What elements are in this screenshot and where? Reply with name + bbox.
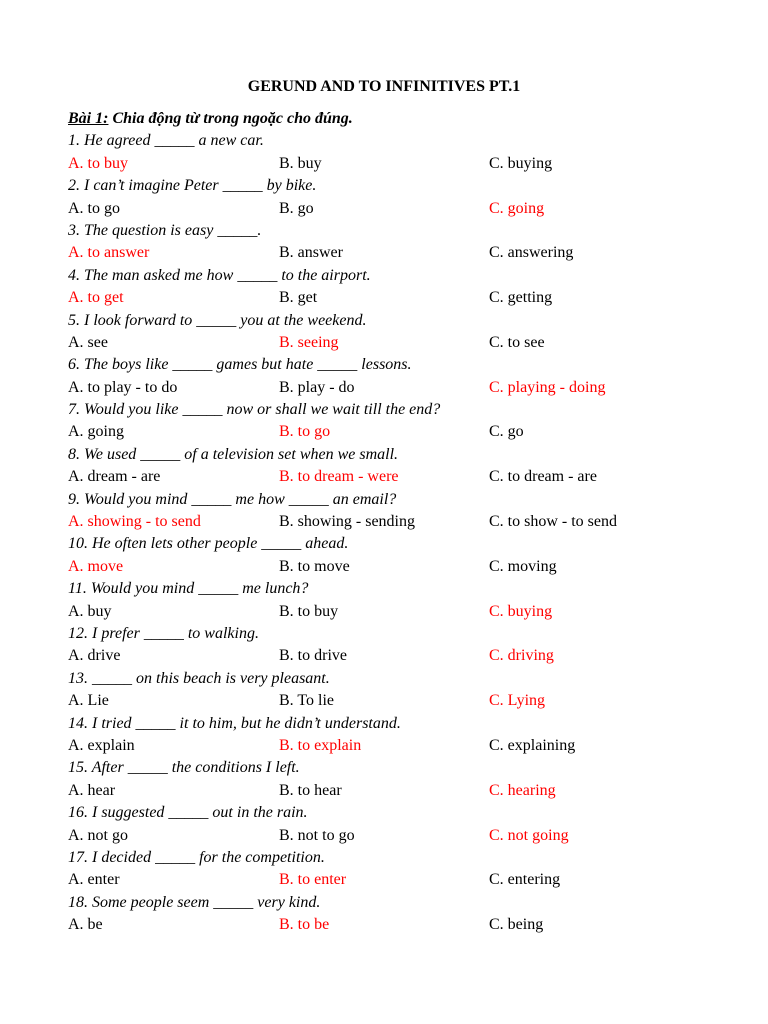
answer-option-a: A. to buy — [68, 154, 128, 172]
question-text: 9. Would you mind _____ me how _____ an email? — [68, 490, 397, 508]
answer-option-c: C. Lying — [489, 692, 546, 710]
answer-option-a: A. not go — [68, 826, 128, 844]
answer-option-b: B. to go — [279, 423, 331, 441]
answer-option-c: C. hearing — [489, 781, 556, 799]
answer-option-c: C. driving — [489, 647, 554, 665]
question-text: 4. The man asked me how _____ to the airport. — [68, 266, 371, 284]
answer-options-row — [68, 377, 748, 399]
answer-options-row — [68, 242, 748, 264]
answer-option-c: C. being — [489, 916, 544, 934]
answer-option-a: A. explain — [68, 736, 135, 754]
question-text: 18. Some people seem _____ very kind. — [68, 893, 321, 911]
answer-option-c: C. getting — [489, 289, 553, 307]
answer-option-a: A. to answer — [68, 244, 150, 262]
answer-option-c: C. going — [489, 199, 545, 217]
answer-option-a: A. buy — [68, 602, 112, 620]
question-text: 17. I decided _____ for the competition. — [68, 848, 325, 866]
answer-option-a: A. dream - are — [68, 468, 161, 486]
answer-option-c: C. not going — [489, 826, 569, 844]
answer-options-row — [68, 421, 748, 443]
answer-option-b: B. to buy — [279, 602, 339, 620]
answer-option-c: C. to dream - are — [489, 468, 597, 486]
answer-options-row — [68, 869, 748, 891]
question-text: 11. Would you mind _____ me lunch? — [68, 580, 309, 598]
answer-option-b: B. not to go — [279, 826, 355, 844]
answer-option-a: A. drive — [68, 647, 121, 665]
question-text: 2. I can’t imagine Peter _____ by bike. — [68, 177, 317, 195]
answer-options-row — [68, 914, 748, 936]
question-text: 13. _____ on this beach is very pleasant. — [68, 669, 330, 687]
answer-options-row — [68, 556, 748, 578]
answer-options-row — [68, 825, 748, 847]
answer-option-b: B. get — [279, 289, 318, 307]
answer-options-row — [68, 780, 748, 802]
answer-option-b: B. to move — [279, 557, 350, 575]
answer-options-row — [68, 735, 748, 757]
question-text: 5. I look forward to _____ you at the weekend. — [68, 311, 367, 329]
answer-option-a: A. move — [68, 557, 124, 575]
answer-option-b: B. to hear — [279, 781, 342, 799]
answer-option-b: B. to enter — [279, 871, 347, 889]
instruction-line — [68, 108, 748, 130]
answer-option-c: C. buying — [489, 154, 553, 172]
answer-option-a: A. to play - to do — [68, 378, 178, 396]
answer-option-c: C. go — [489, 423, 524, 441]
answer-option-c: C. explaining — [489, 736, 576, 754]
answer-option-a: A. going — [68, 423, 124, 441]
answer-option-b: B. to explain — [279, 736, 362, 754]
answer-option-a: A. be — [68, 916, 103, 934]
answer-option-c: C. to show - to send — [489, 513, 617, 531]
answer-option-b: B. showing - sending — [279, 513, 415, 531]
answer-option-c: C. entering — [489, 871, 561, 889]
answer-option-a: A. to get — [68, 289, 124, 307]
answer-option-a: A. to go — [68, 199, 120, 217]
question-text: 8. We used _____ of a television set when we small. — [68, 445, 399, 463]
question-text: 12. I prefer _____ to walking. — [68, 624, 259, 642]
question-text: 15. After _____ the conditions I left. — [68, 759, 300, 777]
answer-options-row — [68, 198, 748, 220]
answer-option-a: A. see — [68, 333, 108, 351]
answer-options-row — [68, 645, 748, 667]
question-text: 14. I tried _____ it to him, but he didn’t understand. — [68, 714, 401, 732]
question-text: 16. I suggested _____ out in the rain. — [68, 804, 308, 822]
answer-option-b: B. go — [279, 199, 314, 217]
answer-option-a: A. Lie — [68, 692, 109, 710]
answer-options-row — [68, 690, 748, 712]
answer-option-b: B. seeing — [279, 333, 339, 351]
question-text: 10. He often lets other people _____ ahead. — [68, 535, 349, 553]
question-text: 3. The question is easy _____. — [68, 221, 262, 239]
answer-option-c: C. buying — [489, 602, 553, 620]
answer-options-row — [68, 601, 748, 623]
answer-options-row — [68, 332, 748, 354]
page-title: GERUND AND TO INFINITIVES PT.1 — [247, 78, 521, 95]
answer-option-a: A. enter — [68, 871, 120, 889]
answer-option-a: A. showing - to send — [68, 513, 201, 531]
answer-option-c: C. moving — [489, 557, 557, 575]
answer-option-c: C. to see — [489, 333, 545, 351]
answer-options-row — [68, 511, 748, 533]
question-text: 6. The boys like _____ games but hate _____ lessons. — [68, 356, 412, 374]
question-text: 1. He agreed _____ a new car. — [68, 132, 264, 150]
answer-option-c: C. answering — [489, 244, 574, 262]
answer-option-c: C. playing - doing — [489, 378, 606, 396]
answer-option-b: B. play - do — [279, 378, 355, 396]
exercise-label: Bài 1: — [68, 110, 109, 127]
answer-option-b: B. to dream - were — [279, 468, 399, 486]
answer-option-b: B. to be — [279, 916, 330, 934]
exercise-content — [68, 108, 748, 936]
exercise-instruction: Chia động từ trong ngoặc cho đúng. — [108, 110, 353, 127]
answer-option-b: B. buy — [279, 154, 322, 172]
answer-options-row — [68, 153, 748, 175]
answer-option-b: B. To lie — [279, 692, 335, 710]
answer-option-b: B. to drive — [279, 647, 347, 665]
answer-options-row — [68, 466, 748, 488]
answer-option-a: A. hear — [68, 781, 116, 799]
answer-options-row — [68, 287, 748, 309]
question-text: 7. Would you like _____ now or shall we wait till the end? — [68, 401, 441, 419]
answer-option-b: B. answer — [279, 244, 343, 262]
